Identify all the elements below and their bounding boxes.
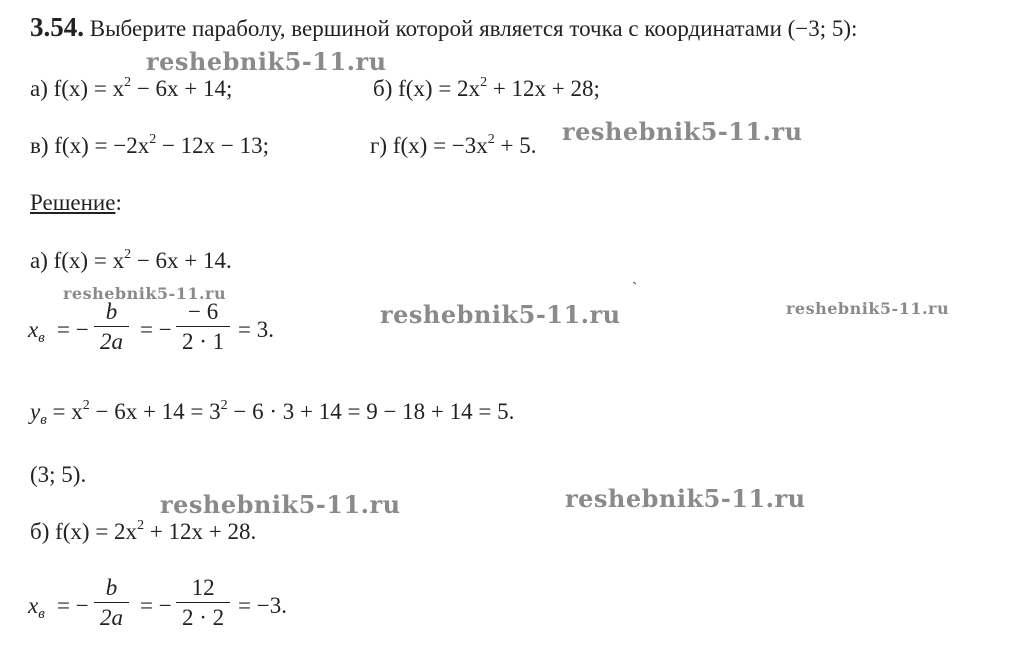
solution-heading (30, 191, 122, 214)
fraction-b1-bar (94, 602, 129, 603)
solution-b-eq-minus: = − (57, 593, 89, 618)
watermark-2: reshebnik5-11.ru (562, 117, 803, 146)
solution-a-xv-label (28, 317, 45, 346)
fraction-1-numerator: b (105, 299, 118, 324)
watermark-7: reshebnik5-11.ru (565, 484, 806, 513)
solution-a-func-prefix: а) f(x) = x (30, 248, 125, 273)
problem-text: Выберите параболу, вершиной которой является точка с координатами (−3; 5): (89, 16, 858, 41)
watermark-6: reshebnik5-11.ru (160, 490, 401, 519)
option-a-prefix: а) f(x) = x (30, 76, 125, 101)
problem-number: 3.54. (30, 12, 84, 42)
xv-label-b: x (28, 593, 39, 618)
yv-part-2: − 6x + 14 = 3 (89, 399, 221, 424)
solution-b-fraction-1 (94, 576, 129, 629)
fraction-b2-bar (176, 602, 230, 603)
solution-b-func-exp: 2 (137, 518, 145, 533)
solution-a-yv (30, 398, 515, 428)
option-b (373, 77, 600, 100)
problem-statement (30, 14, 857, 41)
fraction-1-bar (94, 326, 129, 327)
option-a (30, 77, 232, 100)
solution-a-point: (3; 5). (30, 462, 87, 487)
solution-b-xv-result: = −3. (238, 593, 287, 618)
fraction-2-bar (176, 326, 230, 327)
solution-a-func-exp: 2 (124, 247, 132, 262)
yv-part-1: = x (46, 399, 83, 424)
solution-b-function (30, 520, 256, 543)
solution-a-fraction-1 (94, 300, 129, 353)
option-a-exp: 2 (124, 75, 132, 90)
option-g-prefix: г) f(x) = −3x (370, 133, 488, 158)
fraction-b2-denominator: 2 · 2 (182, 605, 225, 630)
option-b-suffix: + 12x + 28; (487, 76, 600, 101)
xv-sub-b: в (38, 606, 45, 622)
yv-label: y (30, 399, 41, 424)
yv-exp-1: 2 (82, 398, 90, 413)
option-v-exp: 2 (149, 132, 157, 147)
fraction-b1-numerator: b (105, 575, 118, 600)
scan-speck: ` (632, 280, 638, 297)
option-g (370, 134, 537, 157)
option-a-suffix: − 6x + 14; (131, 76, 233, 101)
yv-sub: в (40, 412, 47, 428)
solution-b-func-prefix: б) f(x) = 2x (30, 519, 138, 544)
yv-exp-2: 2 (220, 398, 228, 413)
solution-a-function (30, 249, 232, 272)
watermark-3: reshebnik5-11.ru (63, 284, 227, 303)
watermark-4: reshebnik5-11.ru (380, 300, 621, 329)
watermark-5: reshebnik5-11.ru (786, 299, 950, 318)
xv-sub: в (38, 330, 45, 346)
option-v-suffix: − 12x − 13; (156, 133, 270, 158)
option-b-exp: 2 (480, 75, 488, 90)
yv-part-3: − 6 · 3 + 14 = 9 − 18 + 14 = 5. (227, 399, 515, 424)
option-g-exp: 2 (487, 132, 495, 147)
option-b-prefix: б) f(x) = 2x (373, 76, 481, 101)
solution-b-fraction-2 (176, 576, 230, 629)
fraction-b1-denominator: 2a (100, 605, 123, 630)
xv-label: x (28, 317, 39, 342)
solution-a-func-suffix: − 6x + 14. (131, 248, 232, 273)
solution-a-fraction-2 (176, 300, 230, 353)
solution-heading-text: Решение (30, 190, 116, 215)
solution-heading-colon: : (115, 190, 122, 215)
fraction-b2-numerator: 12 (191, 575, 215, 600)
watermark-1: reshebnik5-11.ru (146, 47, 387, 76)
fraction-2-denominator: 2 · 1 (182, 329, 225, 354)
option-v (30, 134, 269, 157)
option-g-suffix: + 5. (494, 133, 537, 158)
solution-a-eq-minus: = − (57, 317, 89, 342)
solution-b-eq-minus-2: = − (140, 593, 172, 618)
solution-b-xv-label (28, 593, 45, 622)
solution-a-eq-minus-2: = − (140, 317, 172, 342)
solution-a-xv-result: = 3. (238, 317, 274, 342)
solution-b-func-suffix: + 12x + 28. (144, 519, 257, 544)
fraction-1-denominator: 2a (100, 329, 123, 354)
option-v-prefix: в) f(x) = −2x (30, 133, 150, 158)
fraction-2-numerator: − 6 (187, 299, 219, 324)
